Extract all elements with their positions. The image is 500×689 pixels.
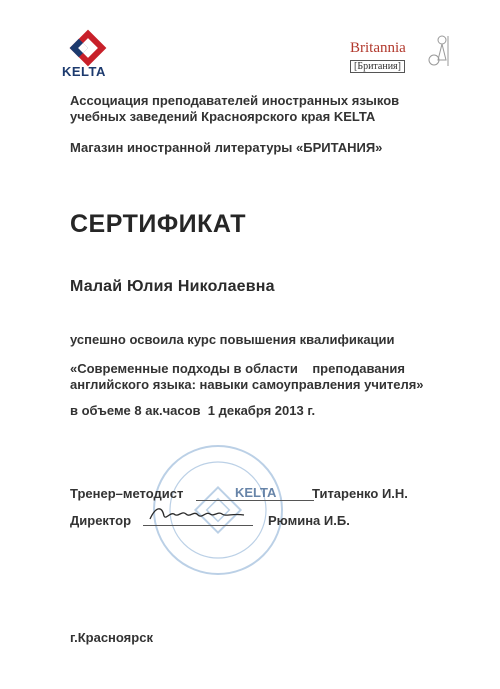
completed-text: успешно освоила курс повышения квалификации <box>70 332 395 347</box>
org-line-2: учебных заведений Красноярского края KELTA <box>70 109 376 124</box>
signature-role-director: Директор <box>70 513 132 528</box>
recipient-name: Малай Юлия Николаевна <box>70 278 275 295</box>
signature-name-director: Рюмина И.Б. <box>268 513 350 528</box>
stamp-text: KELTA <box>235 485 277 500</box>
shop-line: Магазин иностранной литературы «БРИТАНИЯ» <box>70 140 383 155</box>
course-line-2: английского языка: навыки самоуправления учителя» <box>70 377 424 392</box>
signature-role-trainer: Тренер–методист <box>70 486 184 501</box>
signature-line-director <box>143 525 253 526</box>
director-signature-icon <box>148 504 248 524</box>
signature-line-trainer <box>196 500 314 501</box>
kelta-logo-text: KELTA <box>62 64 106 79</box>
britannia-logo-text: Britannia <box>350 40 406 56</box>
signature-name-trainer: Титаренко И.Н. <box>312 486 408 501</box>
britannia-logo-subtext: [Британия] <box>350 60 405 73</box>
volume-text: в объеме 8 ак.часов 1 декабря 2013 г. <box>70 403 316 418</box>
course-line-1: «Современные подходы в области преподавания <box>70 361 405 376</box>
city-text: г.Красноярск <box>70 630 153 645</box>
certificate-title: СЕРТИФИКАТ <box>70 210 246 238</box>
org-line-1: Ассоциация преподавателей иностранных языков <box>70 93 400 108</box>
britannia-logo-icon <box>420 30 460 75</box>
